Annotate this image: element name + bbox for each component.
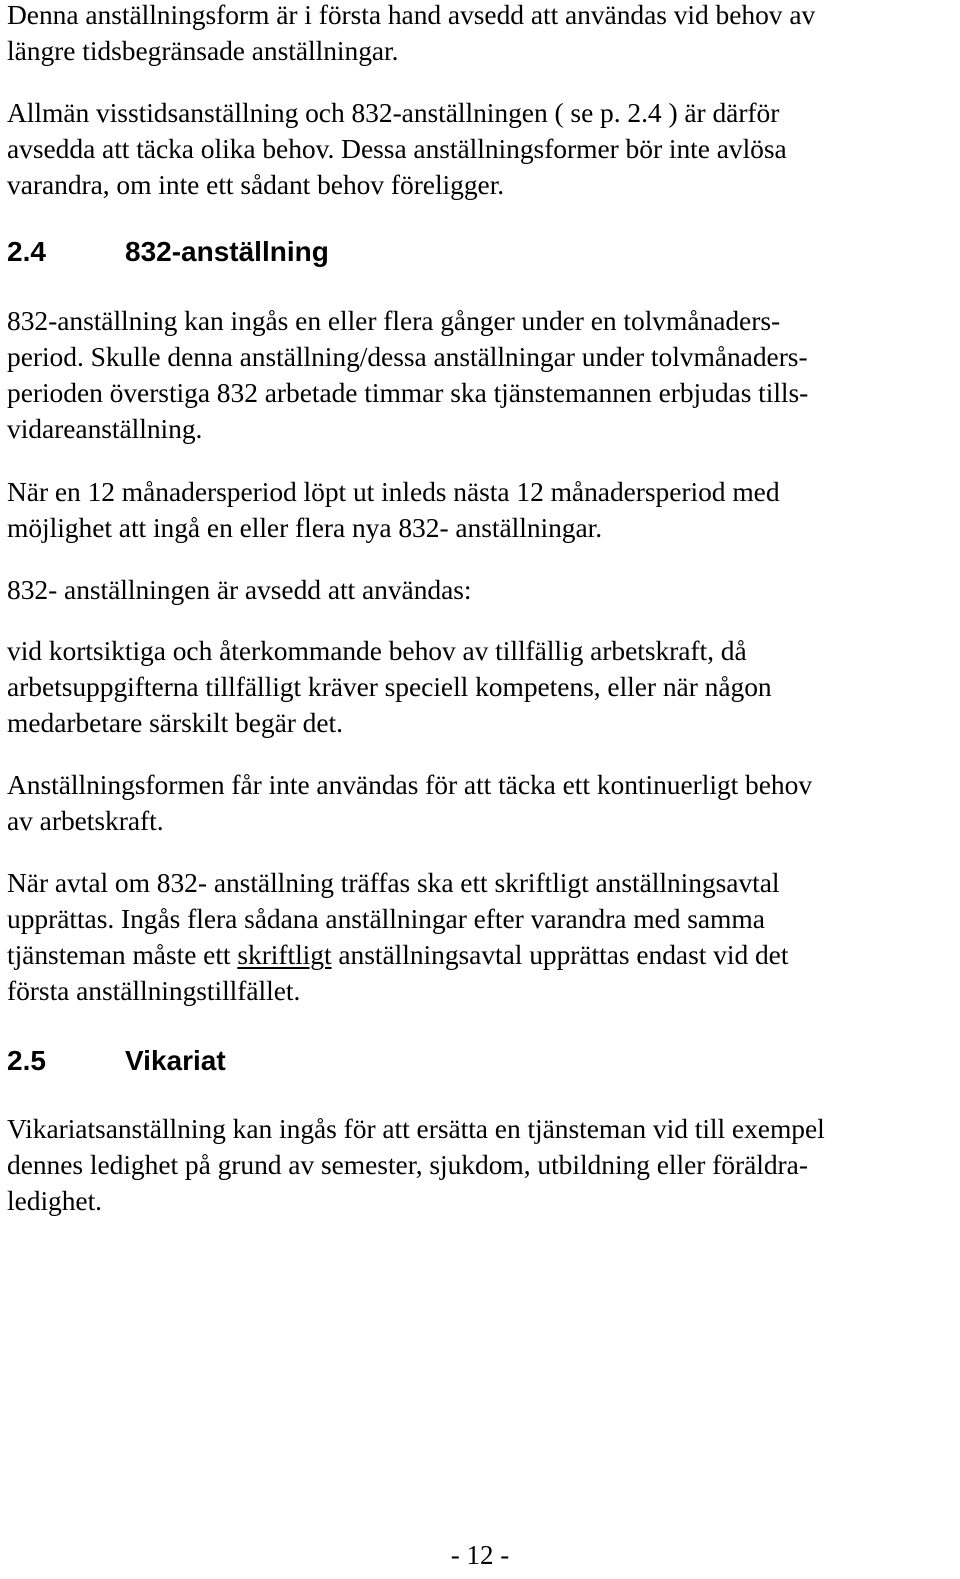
text-line: När en 12 månadersperiod löpt ut inleds nästa 12 månadersperiod med (7, 476, 780, 507)
text-line: möjlighet att ingå en eller flera nya 832- anställningar. (7, 512, 603, 543)
section-number: 2.5 (7, 1045, 46, 1076)
page-number: - 12 - (450, 1540, 510, 1570)
section-number: 2.4 (7, 236, 46, 267)
text-line: ledighet. (7, 1185, 103, 1216)
text-line: dennes ledighet på grund av semester, sjukdom, utbildning eller föräldra- (7, 1149, 808, 1180)
text-line: Allmän visstidsanställning och 832-anställningen ( se p. 2.4 ) är därför (7, 97, 780, 128)
text-span: anställningsavtal upprättas endast vid det (331, 939, 789, 970)
text-line: upprättas. Ingås flera sådana anställningar efter varandra med samma (7, 903, 765, 934)
text-line: vid kortsiktiga och återkommande behov av tillfällig arbetskraft, då (7, 635, 747, 666)
text-line: Vikariatsanställning kan ingås för att ersätta en tjänsteman vid till exempel (7, 1113, 825, 1144)
text-line: av arbetskraft. (7, 805, 164, 836)
section-heading-2-4 (7, 234, 329, 270)
text-line (7, 937, 788, 973)
text-line: 832-anställning kan ingås en eller flera gånger under en tolvmånaders- (7, 305, 781, 336)
text-line: avsedda att täcka olika behov. Dessa anställningsformer bör inte avlösa (7, 133, 787, 164)
section-title: Vikariat (125, 1045, 226, 1076)
text-line: Anställningsformen får inte användas för att täcka ett kontinuerligt behov (7, 769, 813, 800)
text-line: perioden överstiga 832 arbetade timmar ska tjänstemannen erbjudas tills- (7, 377, 809, 408)
text-line: arbetsuppgifterna tillfälligt kräver speciell kompetens, eller när någon (7, 671, 772, 702)
text-line: längre tidsbegränsade anställningar. (7, 35, 399, 66)
text-line: När avtal om 832- anställning träffas ska ett skriftligt anställningsavtal (7, 867, 780, 898)
text-line: Denna anställningsform är i första hand avsedd att användas vid behov av (7, 0, 816, 30)
text-line: vidareanställning. (7, 413, 203, 444)
text-line: medarbetare särskilt begär det. (7, 707, 343, 738)
text-line: 832- anställningen är avsedd att användas: (7, 574, 472, 605)
text-span: tjänsteman måste ett (7, 939, 238, 970)
section-title: 832-anställning (125, 236, 329, 267)
underlined-word: skriftligt (237, 939, 332, 970)
section-heading-2-5 (7, 1043, 226, 1079)
text-line: första anställningstillfället. (7, 975, 301, 1006)
text-line: period. Skulle denna anställning/dessa anställningar under tolvmånaders- (7, 341, 808, 372)
text-line: varandra, om inte ett sådant behov föreligger. (7, 169, 505, 200)
